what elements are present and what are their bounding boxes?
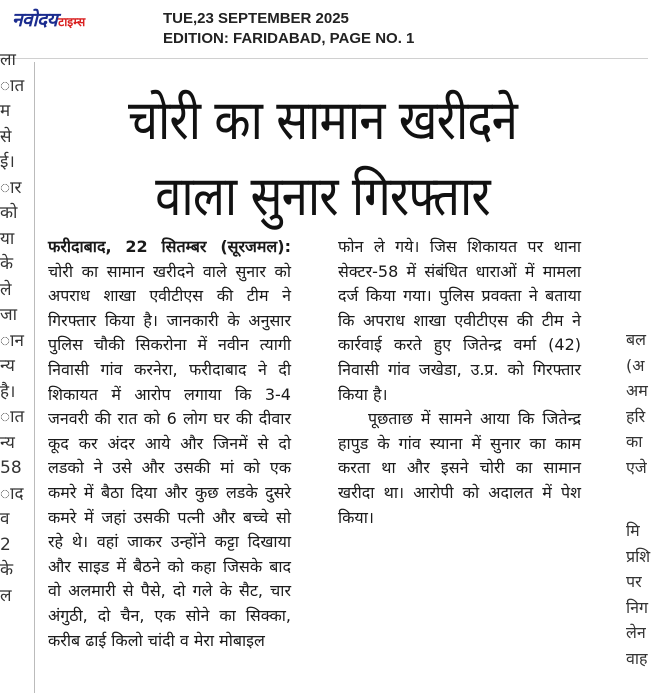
logo-main-text: नवोदय (12, 9, 58, 31)
edition-info (163, 9, 414, 49)
right-column-fragment: निग (626, 597, 649, 617)
article-paragraph-1-continued: फोन ले गये। जिस शिकायत पर थाना सेक्टर-58 में संबंधित धाराओं में मामला दर्ज किया गया। पुलिस प्रवक्ता ने बताया कि अपराध शाखा एवीटीएस की टीम ने कार्रवाई करते हुए जितेन्द्र वर्मा (42) निवासी गांव जखेडा, उ.प्र. को गिरफ्तार किया है। (338, 237, 581, 404)
left-column-fragment: न्य (0, 432, 15, 453)
left-column-fragment: से (0, 126, 12, 147)
right-column-fragment: (अ (626, 355, 645, 375)
edition-page: EDITION: FARIDABAD, PAGE NO. 1 (163, 30, 415, 47)
left-column-fragment: ला (0, 50, 16, 70)
left-column-fragment: के (0, 254, 14, 274)
logo-sub-text: टाइम्स (58, 15, 86, 29)
left-column-fragment: न्य (0, 356, 15, 376)
right-column-fragment: मि (626, 521, 640, 540)
right-column-fragment: हरि (626, 406, 646, 426)
right-column-fragment: प्रशि (626, 546, 651, 566)
left-column-fragment: ले (0, 279, 12, 300)
left-column-fragment: ल (0, 585, 12, 606)
right-column-fragment: अम (626, 381, 648, 400)
masthead (0, 0, 648, 58)
article-headline (80, 82, 566, 234)
newspaper-logo (12, 6, 85, 36)
left-column-fragment: है। (0, 381, 16, 402)
right-column-fragment: बल (626, 330, 646, 349)
left-column-fragment: के (0, 560, 14, 580)
right-column-fragment: वाह (626, 648, 648, 668)
left-column-fragment: ाद (0, 483, 24, 504)
left-adjacent-column (0, 48, 25, 693)
headline-line-2: वाला सुनार गिरफ्तार (155, 164, 490, 228)
left-column-fragment: 58 (0, 458, 22, 478)
left-column-fragment: ात (0, 407, 25, 427)
left-column-fragment: 2 (0, 534, 11, 555)
left-column-fragment: व (0, 509, 10, 529)
left-column-fragment: म (0, 101, 11, 121)
article-column-1 (48, 235, 291, 653)
left-column-fragment: ान (0, 330, 24, 351)
right-column-fragment: का (626, 432, 643, 451)
header-divider (0, 58, 648, 59)
left-column-fragment: या (0, 228, 15, 249)
article-dateline: फरीदाबाद, 22 सितम्बर (सूरजमल): (48, 237, 291, 256)
article-paragraph-1: फरीदाबाद, 22 सितम्बर (सूरजमल): चोरी का सामान खरीदने वाले सुनार को अपराध शाखा एवीटीएस की टीम ने गिरफ्तार किया है। जानकारी के अनुसार पुलिस चौकी सिकरोना में नवीन त्यागी निवासी गांव करनेरा, फरीदाबाद ने दी शिकायत में आरोप लगाया कि 3-4 जनवरी की रात को 6 लोग घर की दीवार कूद कर अंदर आये और जिनमें से दो लडको ने उसे और उसकी मां को एक कमरे में बैठा दिया और कुछ लडके दुसरे कमरे में जहां उसकी पत्नी और बच्चे सो रहे थे। वहां जाकर उन्होंने कट्टा दिखाया और साइड में बैठने को कहा जिसके बाद वो अलमारी से पैसे, दो गले के सैट, चार अंगुठी, दो चैन, एक सोने का सिक्का, करीब ढाई किलो चांदी व मेरा मोबाइल (48, 237, 291, 650)
headline-line-1: चोरी का सामान खरीदने (127, 88, 518, 152)
left-column-fragment: ार (0, 177, 22, 198)
column-rule (34, 62, 35, 693)
left-column-fragment: जा (0, 305, 18, 325)
left-column-fragment: ात (0, 75, 25, 96)
right-adjacent-column-top (626, 327, 656, 480)
article-column-2 (338, 235, 581, 530)
right-column-fragment: पर (626, 572, 642, 591)
publication-date: TUE,23 SEPTEMBER 2025 (163, 10, 349, 27)
right-adjacent-column-bottom (626, 518, 656, 671)
left-column-fragment: ई। (0, 152, 15, 172)
right-column-fragment: एजे (626, 457, 647, 477)
article-paragraph-2: पूछताछ में सामने आया कि जितेन्द्र हापुड के गांव स्याना में सुनार का काम करता था और इसने चोरी का सामान खरीदा था। आरोपी को अदालत में पेश किया। (338, 409, 581, 527)
left-column-fragment: को (0, 203, 18, 223)
right-column-fragment: लेन (626, 623, 646, 642)
